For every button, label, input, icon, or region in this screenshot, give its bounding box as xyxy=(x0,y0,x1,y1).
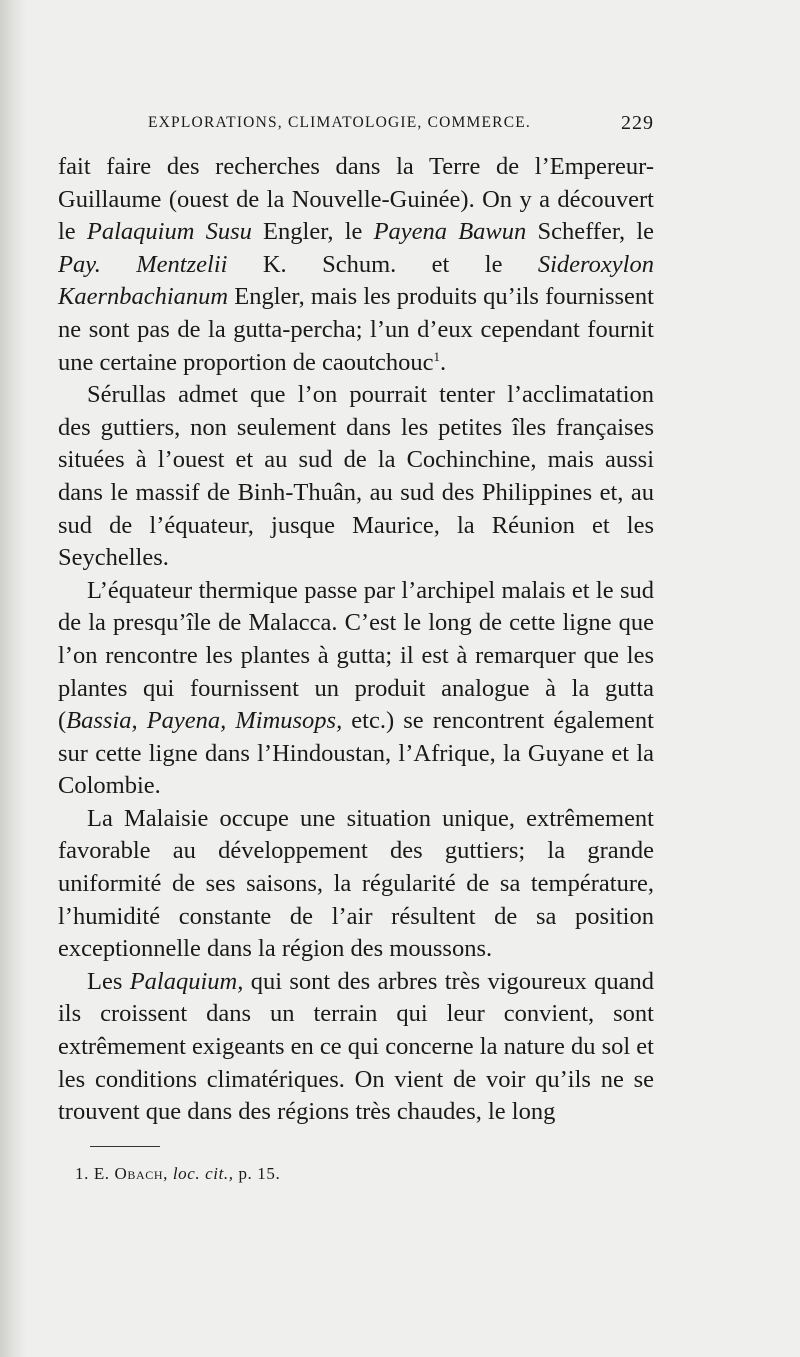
text-run: etc.) se rencontrent également sur cette ligne dans l’Hindoustan, l’Afrique, la Guyane et la Colombie. xyxy=(58,707,654,800)
footnote-number: 1. xyxy=(75,1164,89,1183)
italic-term: Palaquium Susu xyxy=(86,218,252,246)
paragraph xyxy=(58,379,654,575)
paragraph xyxy=(58,803,654,966)
page-number: 229 xyxy=(621,112,654,134)
paragraph xyxy=(58,966,654,1129)
text-run: Scheffer, le xyxy=(526,218,655,246)
italic-term: Pay. Mentzelii xyxy=(58,250,228,278)
italic-term: Payena Bawun xyxy=(373,218,527,246)
text-run: Engler, mais les produits qu’ils fournissent ne sont pas de la gutta-percha; l’un d’eux cependant fournit une certaine proportion de caoutchouc xyxy=(58,283,654,376)
text-run: La Malaisie occupe une situation unique, extrêmement favorable au développement des guttiers; la grande uniformité de ses saisons, la régularité de sa température, l’humidité constante de l’air résultent de sa position exceptionnelle dans la région des moussons. xyxy=(58,804,654,963)
text-run: Sérullas admet que l’on pourrait tenter l’acclimatation des guttiers, non seulement dans les petites îles françaises situées à l’ouest et au sud de la Cochinchine, mais aussi dans le massif de Binh-Thuân, au sud des Philippines et, au sud de l’équateur, jusque Maurice, la Réunion et les Seychelles. xyxy=(58,381,654,572)
footnote-rule xyxy=(90,1146,160,1147)
text-run: Les xyxy=(87,967,130,995)
text-run: qui sont des arbres très vigoureux quand ils croissent dans un terrain qui leur convient, sont extrêmement exigeants en ce qui concerne la nature du sol et les conditions climatériques. On vient de voir qu’ils ne se trouvent que dans des régions très chaudes, le long xyxy=(58,967,654,1126)
footnote-author: E. Obach, xyxy=(93,1164,168,1183)
italic-term: Bassia, Payena, Mimusops, xyxy=(66,707,343,735)
text-run: L’équateur thermique passe par l’archipel malais et le sud de la presqu’île de Malacca. C’est le long de cette ligne que l’on rencontre les plantes à gutta; il est à remarquer que les plantes qui fournissent un produit analogue à la gutta ( xyxy=(58,576,654,735)
footnote-page: p. 15. xyxy=(238,1164,281,1183)
paragraph xyxy=(58,151,654,379)
italic-term: Palaquium, xyxy=(129,967,244,995)
text-run: Engler, le xyxy=(251,218,374,246)
page-gutter-shadow xyxy=(0,0,26,1357)
footnote-ref: 1 xyxy=(433,348,441,364)
body-text xyxy=(58,151,654,1129)
paragraph xyxy=(58,575,654,803)
footnote xyxy=(75,1164,280,1184)
text-run: K. Schum. et le xyxy=(227,250,538,278)
italic-term: Sideroxylon Kaernbachianum xyxy=(58,250,654,311)
text-run: . xyxy=(440,348,447,376)
running-title: EXPLORATIONS, CLIMATOLOGIE, COMMERCE. xyxy=(148,114,531,131)
footnote-citation: loc. cit., xyxy=(172,1164,234,1183)
text-run: fait faire des recherches dans la Terre de l’Empereur-Guillaume (ouest de la Nouvelle-Guinée). On y a découvert le xyxy=(58,153,654,246)
